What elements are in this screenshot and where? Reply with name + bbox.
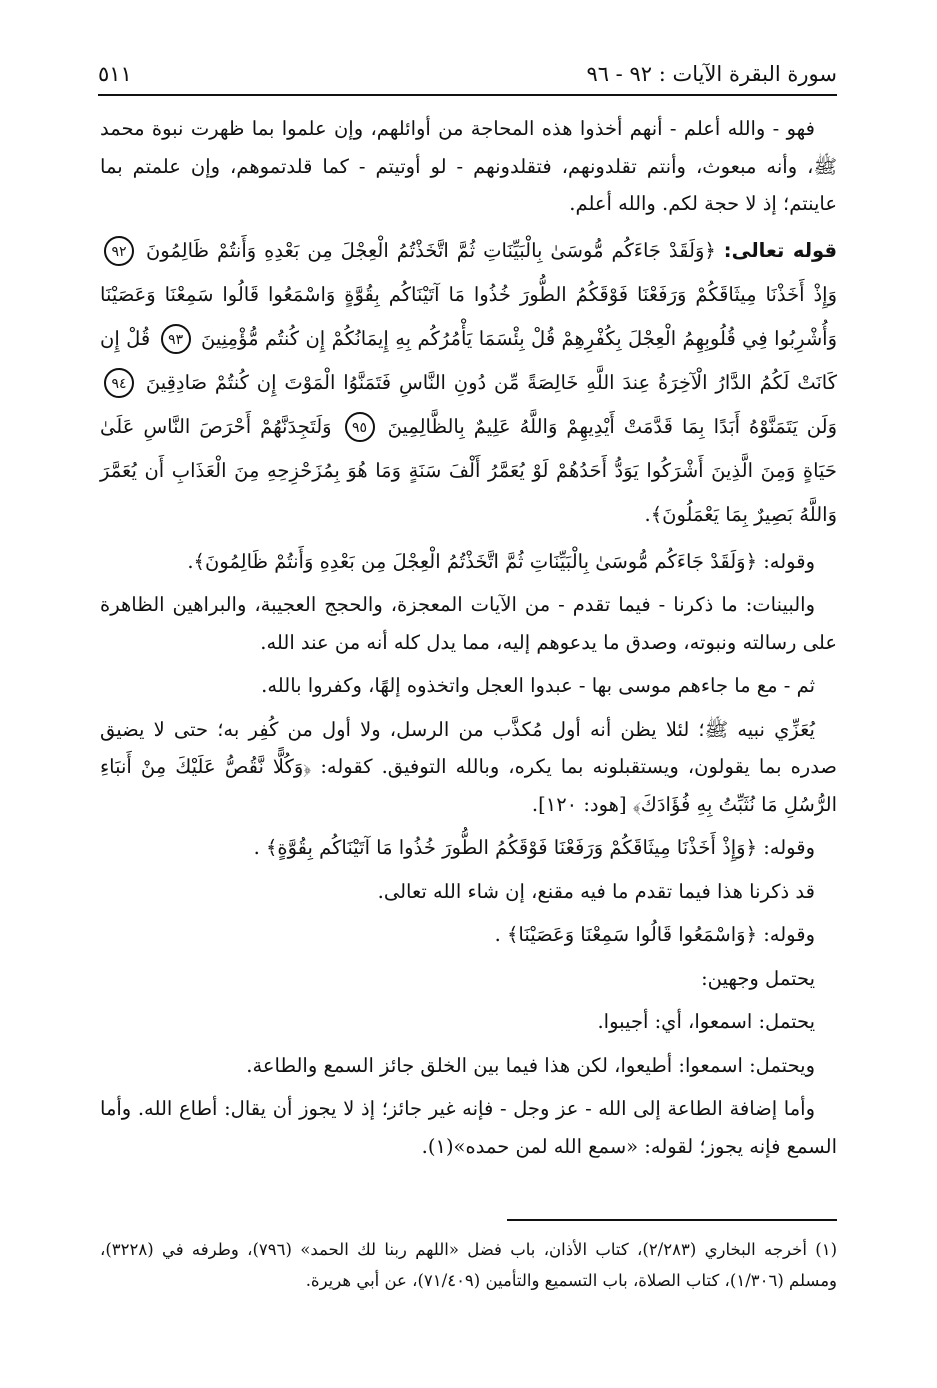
paragraph-consolation: يُعَزِّي نبيه ﷺ؛ لئلا يظن أنه أول مُكذَّب من الرسل، ولا أول من كُفِر به؛ حتى لا يضيق صدره بما يقولون، ويستقبلونه بما يكره، وبالله التوفيق. كقوله: ﴿وَكُلًّا نَّقُصُّ عَلَيْكَ مِنْ أَنبَاءِ الرُّسُلِ مَا نُثَبِّتُ بِهِ فُؤَادَكَ﴾ [هود: ١٢٠]. xyxy=(100,717,837,816)
running-header xyxy=(98,54,837,96)
paragraph-intro: فهو - والله أعلم - أنهم أخذوا هذه المحاجة من أوائلهم، وإن علموا بما ظهرت نبوة محمد ﷺ، وأنه مبعوث، وأنتم تقلدونهم، فتقلدونهم - لو أوتيتم - كما قلدتموهم، وإن علمتم بما عاينتم؛ إذ لا حجة لكم. والله أعلم. xyxy=(100,117,837,215)
verse-lead: قوله تعالى: xyxy=(723,238,838,262)
paragraph-calf: ثم - مع ما جاءهم موسى بها - عبدوا العجل واتخذوه إلهًا، وكفروا بالله. xyxy=(261,674,815,697)
footnote-1: (١) أخرجه البخاري (٢/٢٨٣)، كتاب الأذان، باب فضل «اللهم ربنا لك الحمد» (٧٩٦)، وطرفه في (٣٢٢٨)، ومسلم (١/٣٠٦)، كتاب الصلاة، باب التسميع والتأمين (٧١/٤٠٩)، عن أبي هريرة. xyxy=(100,1240,837,1290)
page-body xyxy=(100,110,837,1171)
ayah-number-94: ٩٤ xyxy=(104,368,134,398)
paragraph-commentary-3: وقوله: ﴿وَاسْمَعُوا قَالُوا سَمِعْنَا وَعَصَيْنَا﴾ . xyxy=(494,923,815,946)
verse-text-94: قُلْ إِن كَانَتْ لَكُمُ الدَّارُ الْآخِرَةُ عِندَ اللَّهِ خَالِصَةً مِّن دُونِ النَّاسِ فَتَمَنَّوُا الْمَوْتَ إِن كُنتُمْ صَادِقِينَ xyxy=(100,326,837,394)
ayah-number-93: ٩٣ xyxy=(161,324,191,354)
ayah-number-92: ٩٢ xyxy=(104,236,134,266)
page-number: ٥١١ xyxy=(98,62,132,86)
ayah-number-95: ٩٥ xyxy=(345,412,375,442)
paragraph-mentioned: قد ذكرنا هذا فيما تقدم ما فيه مقنع، إن شاء الله تعالى. xyxy=(377,879,815,903)
verse-text-95: وَلَن يَتَمَنَّوْهُ أَبَدًا بِمَا قَدَّمَتْ أَيْدِيهِمْ وَاللَّهُ عَلِيمٌ بِالظَّالِمِينَ xyxy=(387,414,838,438)
paragraph-two-aspects: يحتمل وجهين: xyxy=(701,966,815,990)
verse-text-92: ﴿وَلَقَدْ جَاءَكُم مُّوسَىٰ بِالْبَيِّنَاتِ ثُمَّ اتَّخَذْتُمُ الْعِجْلَ مِن بَعْدِهِ وَأَنتُمْ ظَالِمُونَ xyxy=(145,238,716,262)
verse-text-96: وَلَتَجِدَنَّهُمْ أَحْرَصَ النَّاسِ عَلَىٰ حَيَاةٍ وَمِنَ الَّذِينَ أَشْرَكُوا يَوَدُّ أَحَدُهُمْ لَوْ يُعَمَّرُ أَلْفَ سَنَةٍ وَمَا هُوَ بِمُزَحْزِحِهِ مِنَ الْعَذَابِ أَن يُعَمَّرَ وَاللَّهُ بَصِيرٌ بِمَا يَعْمَلُونَ﴾. xyxy=(100,414,837,526)
footnotes xyxy=(100,1234,837,1296)
paragraph-commentary-2: وقوله: ﴿وَإِذْ أَخَذْنَا مِيثَاقَكُمْ وَرَفَعْنَا فَوْقَكُمُ الطُّورَ خُذُوا مَا آتَيْنَاكُم بِقُوَّةٍ﴾ . xyxy=(253,836,815,859)
verse-text-93: وَإِذْ أَخَذْنَا مِيثَاقَكُمْ وَرَفَعْنَا فَوْقَكُمُ الطُّورَ خُذُوا مَا آتَيْنَاكُم بِقُوَّةٍ وَاسْمَعُوا قَالُوا سَمِعْنَا وَعَصَيْنَا وَأُشْرِبُوا فِي قُلُوبِهِمُ الْعِجْلَ بِكُفْرِهِمْ قُلْ بِئْسَمَا يَأْمُرُكُم بِهِ إِيمَانُكُمْ إِن كُنتُم مُّؤْمِنِينَ xyxy=(100,282,838,350)
quran-verses-block xyxy=(100,229,837,537)
paragraph-aspect-1: يحتمل: اسمعوا، أي: أجيبوا. xyxy=(597,1010,815,1033)
paragraph-commentary-1: وقوله: ﴿وَلَقَدْ جَاءَكُم مُّوسَىٰ بِالْبَيِّنَاتِ ثُمَّ اتَّخَذْتُمُ الْعِجْلَ مِن بَعْدِهِ وَأَنتُمْ ظَالِمُونَ﴾. xyxy=(187,549,815,573)
paragraph-bayyinat: والبينات: ما ذكرنا - فيما تقدم - من الآيات المعجزة، والحجج العجيبة، والبراهين الظاهرة على رسالته ونبوته، وصدق ما يدعوهم إليه، مما يدل كله أنه من عند الله. xyxy=(100,593,837,654)
paragraph-obedience: وأما إضافة الطاعة إلى الله - عز وجل - فإنه غير جائز؛ إذ لا يجوز أن يقال: أطاع الله. وأما السمع فإنه يجوز؛ لقوله: «سمع الله لمن حمده»(١). xyxy=(100,1097,837,1158)
paragraph-aspect-2: ويحتمل: اسمعوا: أطيعوا، لكن هذا فيما بين الخلق جائز السمع والطاعة. xyxy=(246,1053,815,1077)
footnote-divider xyxy=(507,1219,837,1221)
surah-title: سورة البقرة الآيات : ٩٢ - ٩٦ xyxy=(586,62,837,86)
